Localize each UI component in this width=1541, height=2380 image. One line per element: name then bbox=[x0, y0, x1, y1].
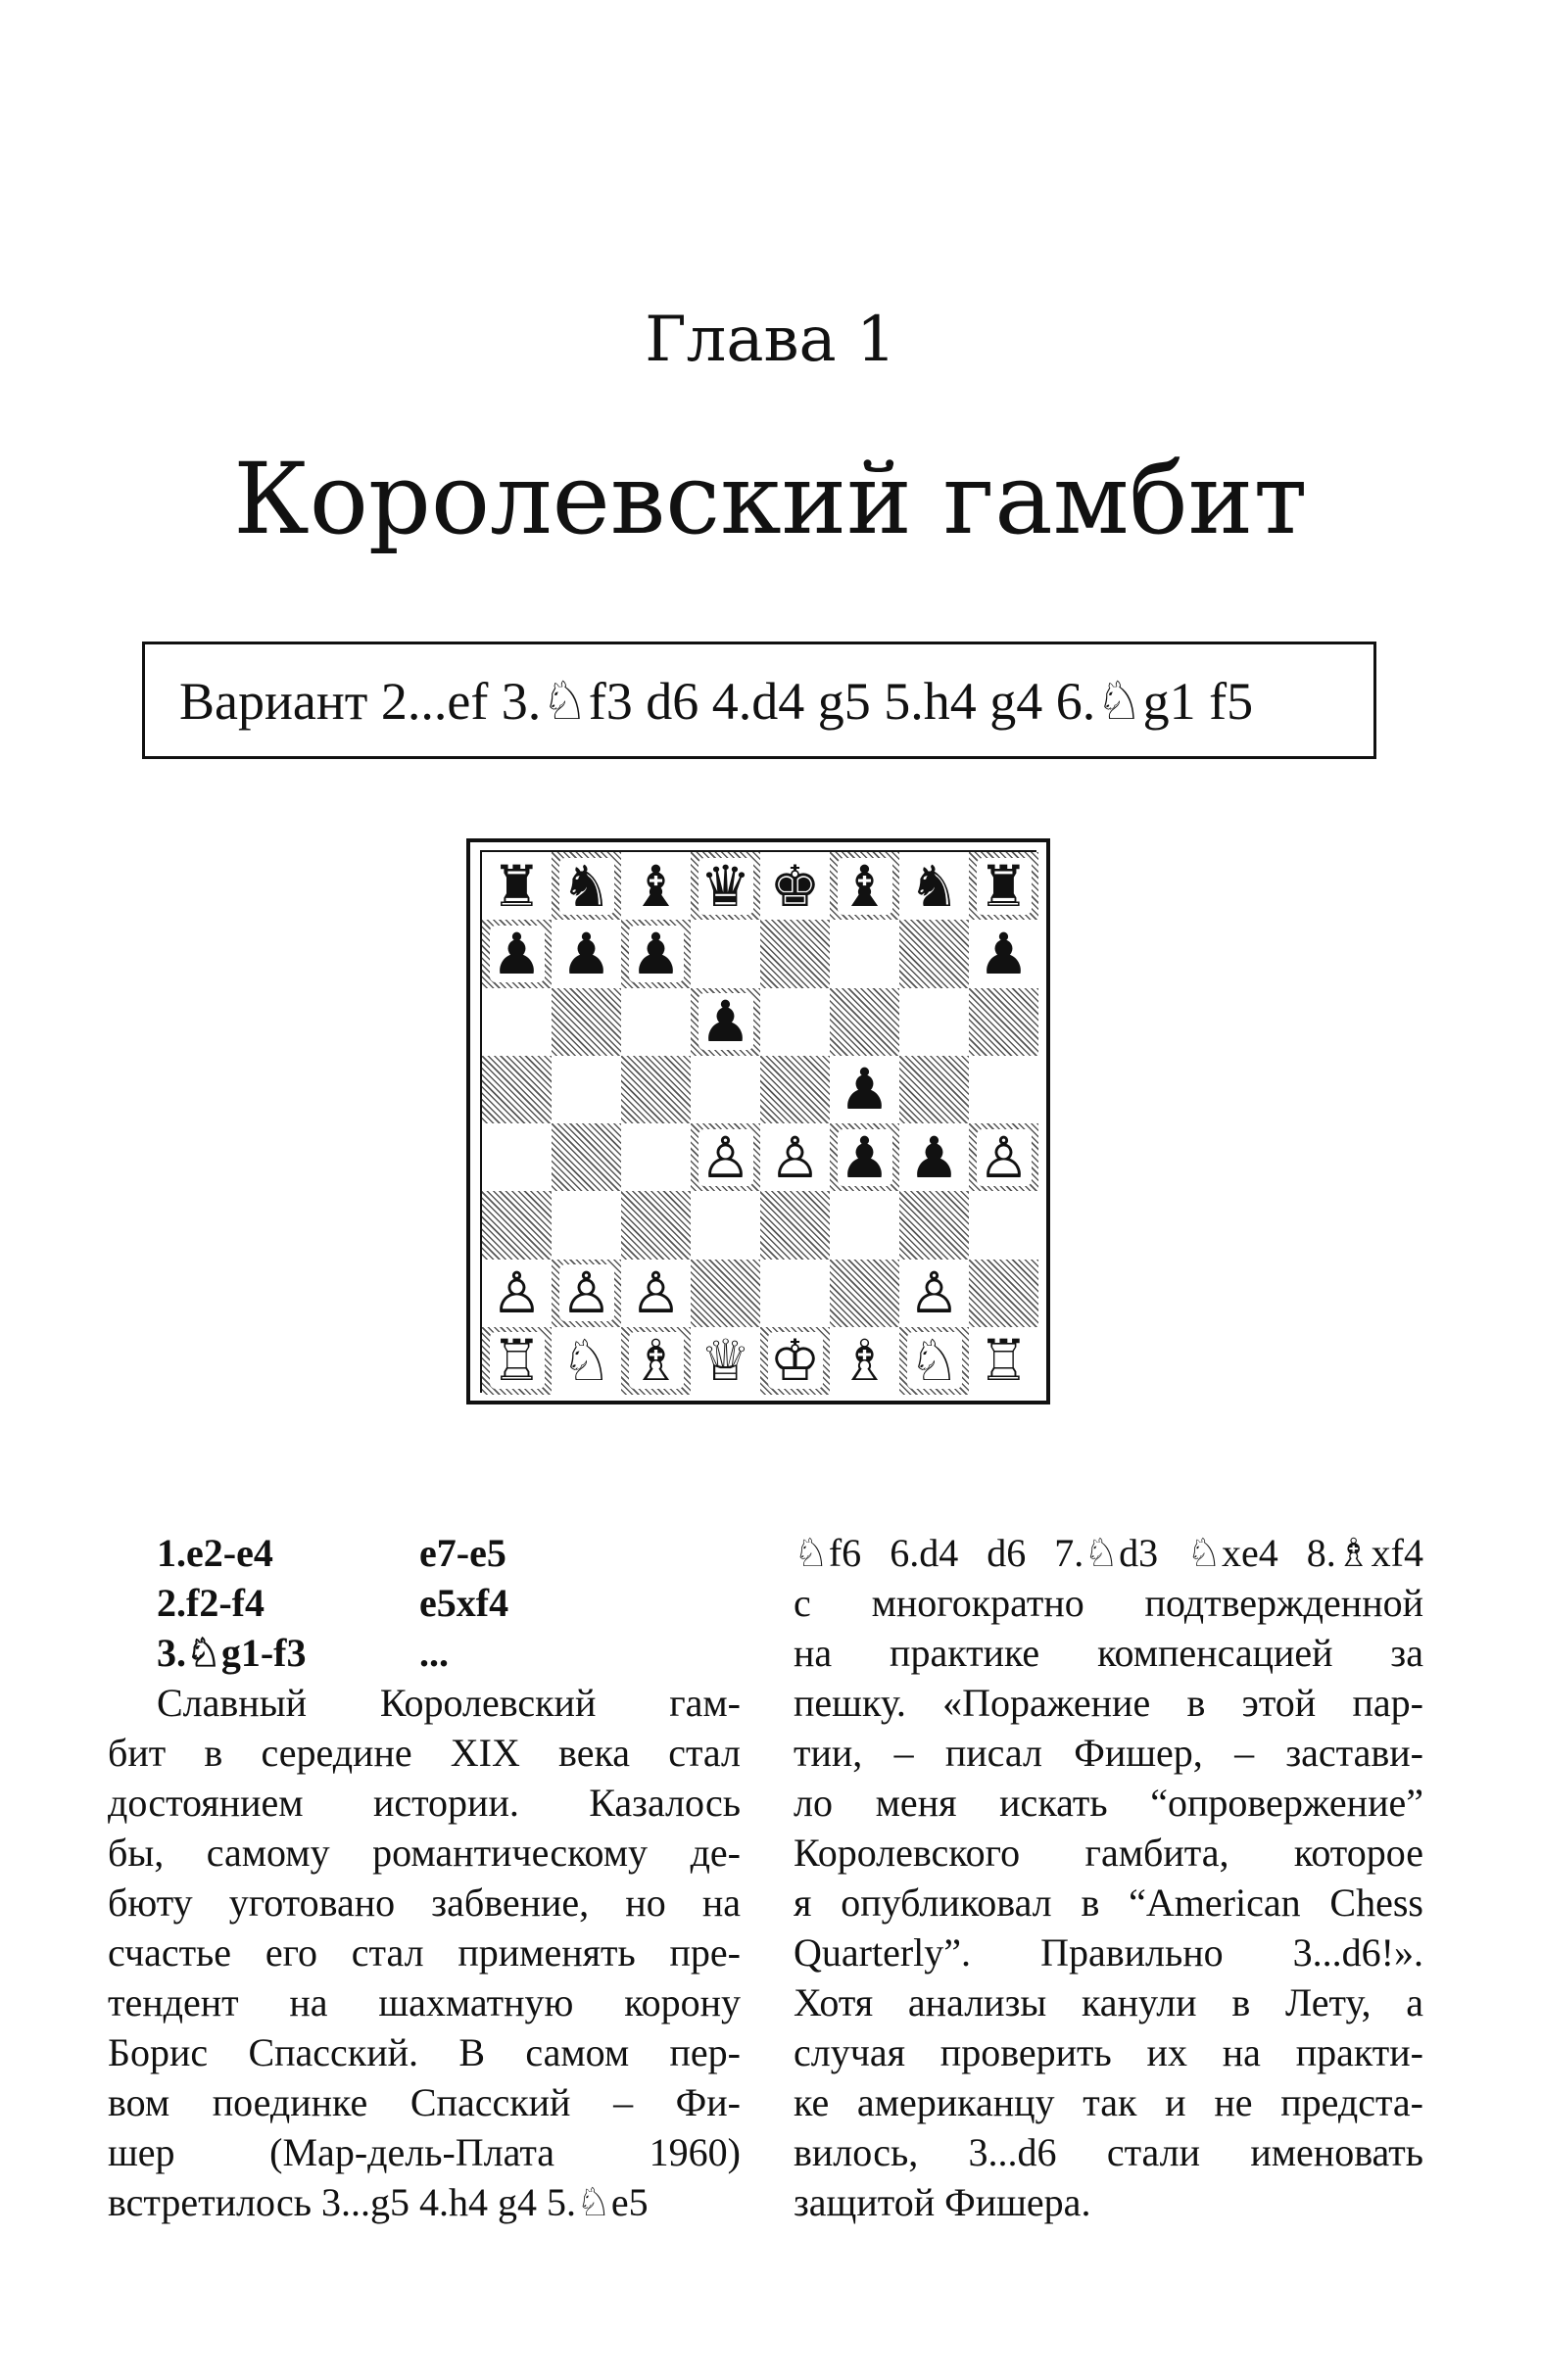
board-square bbox=[552, 852, 621, 920]
board-square bbox=[621, 988, 691, 1056]
chess-piece: ♝ bbox=[630, 852, 682, 920]
board-square bbox=[830, 852, 899, 920]
chess-piece: ♜ bbox=[978, 852, 1030, 920]
board-square bbox=[621, 1191, 691, 1259]
chapter-title: Королевский гамбит bbox=[233, 442, 1308, 556]
text-line: Славный Королевский гам- bbox=[157, 1681, 741, 1725]
chess-piece: ♗ bbox=[630, 1327, 682, 1395]
board-square bbox=[691, 920, 760, 987]
text-line: встретилось 3...g5 4.h4 g4 5.♘e5 bbox=[108, 2180, 649, 2224]
board-square bbox=[969, 1123, 1038, 1191]
chess-board bbox=[480, 850, 1036, 1393]
board-square bbox=[552, 1123, 621, 1191]
board-square bbox=[899, 1260, 969, 1327]
text-line: с многократно подтвержденной bbox=[794, 1581, 1423, 1625]
chess-piece: ♜ bbox=[491, 852, 543, 920]
board-square bbox=[830, 1260, 899, 1327]
text-line: пешку. «Поражение в этой пар- bbox=[794, 1681, 1423, 1725]
board-square bbox=[760, 1056, 830, 1123]
board-square bbox=[482, 1260, 552, 1327]
board-square bbox=[691, 1123, 760, 1191]
board-square bbox=[482, 852, 552, 920]
chess-piece: ♟ bbox=[699, 988, 751, 1056]
board-square bbox=[552, 1191, 621, 1259]
chess-piece: ♗ bbox=[839, 1327, 891, 1395]
board-square bbox=[760, 1260, 830, 1327]
chess-piece: ♟ bbox=[630, 920, 682, 987]
black-move: ... bbox=[419, 1631, 449, 1675]
chess-piece: ♙ bbox=[699, 1123, 751, 1191]
chess-piece: ♟ bbox=[560, 920, 612, 987]
text-line: Борис Спасский. В самом пер- bbox=[108, 2030, 741, 2074]
text-line: Королевского гамбита, которое bbox=[794, 1831, 1423, 1875]
board-square bbox=[899, 920, 969, 987]
board-square bbox=[552, 1056, 621, 1123]
board-square bbox=[482, 1056, 552, 1123]
board-square bbox=[552, 988, 621, 1056]
white-move: 3.♘g1-f3 bbox=[157, 1631, 307, 1675]
board-square bbox=[691, 852, 760, 920]
text-line: тии, – писал Фишер, – застави- bbox=[794, 1731, 1423, 1775]
chess-diagram bbox=[466, 838, 1050, 1404]
board-square bbox=[621, 1260, 691, 1327]
right-column bbox=[794, 1528, 1423, 2227]
chess-piece: ♘ bbox=[560, 1327, 612, 1395]
text-line: Quarterly”. Правильно 3...d6!». bbox=[794, 1930, 1423, 1975]
board-square bbox=[760, 1123, 830, 1191]
chess-piece: ♔ bbox=[769, 1327, 821, 1395]
board-square bbox=[691, 1191, 760, 1259]
move-row bbox=[108, 1578, 741, 1628]
text-line: ке американцу так и не предста- bbox=[794, 2080, 1423, 2124]
board-square bbox=[760, 852, 830, 920]
board-square bbox=[552, 920, 621, 987]
text-line: счастье его стал применять пре- bbox=[108, 1930, 741, 1975]
chess-piece: ♙ bbox=[491, 1260, 543, 1327]
board-square bbox=[830, 1191, 899, 1259]
variant-text: Вариант 2...ef 3.♘f3 d6 4.d4 g5 5.h4 g4 6.♘g1 f5 bbox=[179, 671, 1254, 731]
board-square bbox=[760, 1327, 830, 1395]
chess-piece: ♚ bbox=[769, 852, 821, 920]
chess-piece: ♟ bbox=[491, 920, 543, 987]
chess-piece: ♝ bbox=[839, 852, 891, 920]
text-line: случая проверить их на практи- bbox=[794, 2030, 1423, 2074]
chess-piece: ♙ bbox=[908, 1260, 960, 1327]
text-line: бит в середине XIX века стал bbox=[108, 1731, 741, 1775]
left-column-text bbox=[108, 1678, 741, 2227]
text-line: достоянием истории. Казалось bbox=[108, 1781, 741, 1825]
chess-piece: ♟ bbox=[839, 1056, 891, 1123]
board-square bbox=[899, 1123, 969, 1191]
black-move: e7-e5 bbox=[419, 1531, 506, 1575]
chess-piece: ♞ bbox=[560, 852, 612, 920]
board-square bbox=[969, 852, 1038, 920]
board-square bbox=[621, 1327, 691, 1395]
chess-piece: ♖ bbox=[491, 1327, 543, 1395]
chess-piece: ♙ bbox=[769, 1123, 821, 1191]
chess-piece: ♕ bbox=[699, 1327, 751, 1395]
board-square bbox=[691, 1260, 760, 1327]
board-square bbox=[482, 920, 552, 987]
board-square bbox=[691, 988, 760, 1056]
move-row bbox=[108, 1528, 741, 1578]
text-line: на практике компенсацией за bbox=[794, 1631, 1423, 1675]
board-square bbox=[830, 1327, 899, 1395]
board-square bbox=[760, 988, 830, 1056]
board-square bbox=[899, 1056, 969, 1123]
board-square bbox=[969, 988, 1038, 1056]
board-square bbox=[482, 1327, 552, 1395]
board-square bbox=[482, 1123, 552, 1191]
text-line: шер (Мар-дель-Плата 1960) bbox=[108, 2130, 741, 2174]
board-square bbox=[899, 1191, 969, 1259]
white-move: 1.e2-e4 bbox=[157, 1531, 273, 1575]
chess-piece: ♟ bbox=[908, 1123, 960, 1191]
board-square bbox=[899, 852, 969, 920]
board-square bbox=[621, 852, 691, 920]
board-square bbox=[830, 1123, 899, 1191]
chess-piece: ♙ bbox=[630, 1260, 682, 1327]
chess-piece: ♟ bbox=[839, 1123, 891, 1191]
text-line: ♘f6 6.d4 d6 7.♘d3 ♘xe4 8.♗xf4 bbox=[794, 1531, 1423, 1575]
board-square bbox=[899, 1327, 969, 1395]
board-square bbox=[830, 988, 899, 1056]
left-column bbox=[108, 1528, 741, 2227]
text-line: я опубликовал в “American Chess bbox=[794, 1880, 1423, 1925]
board-square bbox=[482, 1191, 552, 1259]
board-square bbox=[830, 1056, 899, 1123]
chess-piece: ♙ bbox=[560, 1260, 612, 1327]
board-square bbox=[552, 1327, 621, 1395]
chapter-number: Глава 1 bbox=[645, 304, 896, 376]
board-square bbox=[552, 1260, 621, 1327]
board-square bbox=[621, 1056, 691, 1123]
board-square bbox=[760, 920, 830, 987]
text-line: бюту уготовано забвение, но на bbox=[108, 1880, 741, 1925]
board-square bbox=[969, 1327, 1038, 1395]
chess-piece: ♘ bbox=[908, 1327, 960, 1395]
text-line: вом поединке Спасский – Фи- bbox=[108, 2080, 741, 2124]
right-column-text bbox=[794, 1528, 1423, 2227]
board-square bbox=[482, 988, 552, 1056]
board-square bbox=[969, 1260, 1038, 1327]
board-square bbox=[760, 1191, 830, 1259]
white-move: 2.f2-f4 bbox=[157, 1581, 265, 1625]
board-square bbox=[969, 1056, 1038, 1123]
text-line: ло меня искать “опровержение” bbox=[794, 1781, 1423, 1825]
board-square bbox=[691, 1327, 760, 1395]
board-square bbox=[899, 988, 969, 1056]
chess-piece: ♟ bbox=[978, 920, 1030, 987]
move-list bbox=[108, 1528, 741, 1678]
board-square bbox=[621, 1123, 691, 1191]
board-square bbox=[691, 1056, 760, 1123]
chess-piece: ♖ bbox=[978, 1327, 1030, 1395]
board-square bbox=[969, 1191, 1038, 1259]
text-line: защитой Фишера. bbox=[794, 2180, 1091, 2224]
chess-piece: ♞ bbox=[908, 852, 960, 920]
black-move: e5xf4 bbox=[419, 1581, 509, 1625]
board-square bbox=[621, 920, 691, 987]
text-line: тендент на шахматную корону bbox=[108, 1980, 741, 2024]
variant-heading bbox=[142, 642, 1376, 759]
board-square bbox=[830, 920, 899, 987]
chess-piece: ♙ bbox=[978, 1123, 1030, 1191]
chess-piece: ♛ bbox=[699, 852, 751, 920]
text-line: Хотя анализы канули в Лету, а bbox=[794, 1980, 1423, 2024]
board-square bbox=[969, 920, 1038, 987]
move-row bbox=[108, 1628, 741, 1678]
text-line: вилось, 3...d6 стали именовать bbox=[794, 2130, 1423, 2174]
text-line: бы, самому романтическому де- bbox=[108, 1831, 741, 1875]
